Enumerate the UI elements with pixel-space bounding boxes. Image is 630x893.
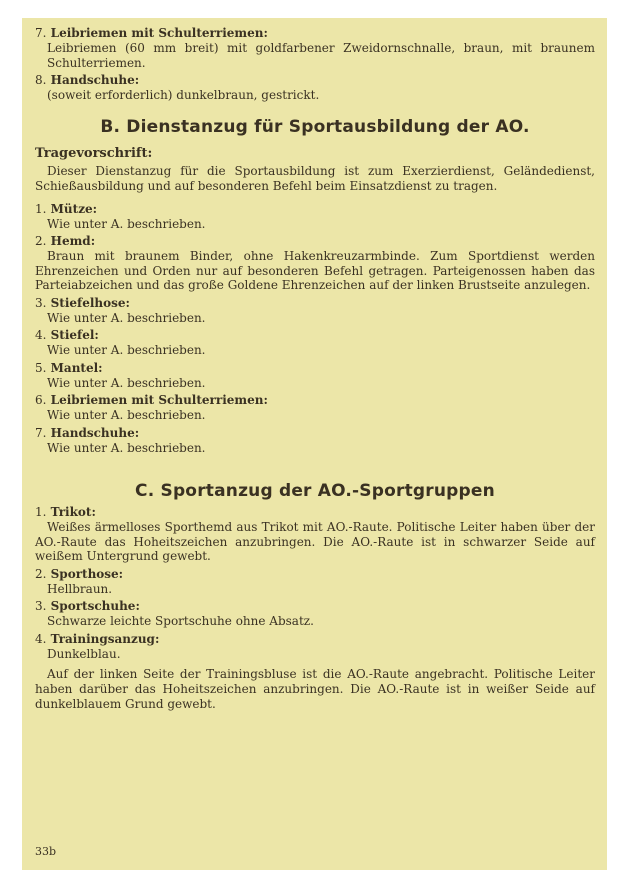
tragevorschrift-text: Dieser Dienstanzug für die Sportausbildung ist zum Exerzierdienst, Geländedienst, Schießausbildung und auf besonderen Befehl beim Einsatzdienst zu tragen.	[35, 163, 595, 193]
list-item	[35, 26, 595, 70]
item-number: 2.	[35, 234, 47, 248]
item-title: Sportschuhe:	[50, 599, 140, 613]
item-title: Handschuhe:	[50, 73, 140, 87]
item-title: Hemd:	[50, 234, 96, 248]
item-number: 5.	[35, 360, 47, 375]
item-text: (soweit erforderlich) dunkelbraun, gestrickt.	[47, 88, 320, 102]
item-number: 1.	[35, 201, 47, 216]
item-number: 4.	[35, 328, 47, 342]
item-title: Trikot:	[50, 505, 96, 519]
item-text: Wie unter A. beschrieben.	[47, 408, 206, 422]
item-text: Wie unter A. beschrieben.	[47, 216, 206, 231]
closing-paragraph: Auf der linken Seite der Trainingsbluse ist die AO.-Raute angebracht. Politische Leiter haben darüber das Hoheitszeichen anzubringen. Die AO.-Raute ist in weißer Seide auf dunkelblauem Grund gewebt.	[35, 667, 595, 711]
item-text: Weißes ärmelloses Sporthemd aus Trikot mit AO.-Raute. Politische Leiter haben über der AO.-Raute das Hoheitszeichen anzubringen. Die AO.-Raute ist in schwarzer Seide auf weißem Untergrund gewebt.	[35, 520, 595, 563]
list-item	[35, 328, 595, 358]
list-item	[35, 505, 595, 564]
list-item	[35, 361, 595, 391]
document-page	[22, 18, 607, 870]
list-item	[35, 567, 595, 597]
item-title: Mütze:	[50, 201, 98, 216]
item-text: Wie unter A. beschrieben.	[47, 310, 206, 325]
section-c-heading: C. Sportanzug der AO.-Sportgruppen	[135, 481, 495, 501]
list-item	[35, 426, 595, 456]
item-number: 3.	[35, 599, 47, 613]
item-title: Handschuhe:	[50, 425, 140, 440]
item-text: Hellbraun.	[47, 581, 113, 596]
item-text: Wie unter A. beschrieben.	[47, 375, 206, 390]
section-b-heading: B. Dienstanzug für Sportausbildung der AO.	[100, 116, 530, 137]
item-title: Leibriemen mit Schulterriemen:	[50, 393, 268, 407]
item-number: 7.	[35, 26, 47, 40]
list-item	[35, 296, 595, 326]
item-text: Dunkelblau.	[47, 646, 121, 661]
item-number: 6.	[35, 393, 47, 407]
item-number: 7.	[35, 425, 47, 440]
list-item	[35, 234, 595, 293]
item-title: Stiefel:	[50, 328, 99, 342]
tragevorschrift-title: Tragevorschrift:	[35, 145, 153, 161]
item-number: 8.	[35, 73, 47, 87]
list-item	[35, 632, 595, 662]
item-title: Trainingsanzug:	[50, 631, 160, 646]
item-text: Wie unter A. beschrieben.	[47, 343, 206, 357]
item-text: Schwarze leichte Sportschuhe ohne Absatz.	[47, 614, 314, 628]
item-title: Stiefelhose:	[50, 295, 130, 310]
list-item	[35, 73, 595, 103]
item-number: 2.	[35, 566, 47, 581]
item-text: Leibriemen (60 mm breit) mit goldfarbener Zweidornschnalle, braun, mit braunem Schulterriemen.	[47, 41, 595, 70]
item-title: Leibriemen mit Schulterriemen:	[50, 26, 268, 40]
item-number: 1.	[35, 505, 47, 519]
list-item	[35, 202, 595, 232]
item-number: 4.	[35, 631, 47, 646]
list-item	[35, 393, 595, 423]
item-number: 3.	[35, 295, 47, 310]
list-item	[35, 599, 595, 629]
item-title: Sporthose:	[50, 566, 124, 581]
item-text: Braun mit braunem Binder, ohne Hakenkreuzarmbinde. Zum Sportdienst werden Ehrenzeichen und Orden nur auf besonderen Befehl getragen. Parteigenossen haben das Parteiabzeichen und das große Goldene Ehrenzeichen auf der linken Brustseite anzulegen.	[35, 249, 595, 292]
item-title: Mantel:	[50, 360, 103, 375]
page-number: 33b	[35, 845, 57, 858]
item-text: Wie unter A. beschrieben.	[47, 440, 206, 455]
